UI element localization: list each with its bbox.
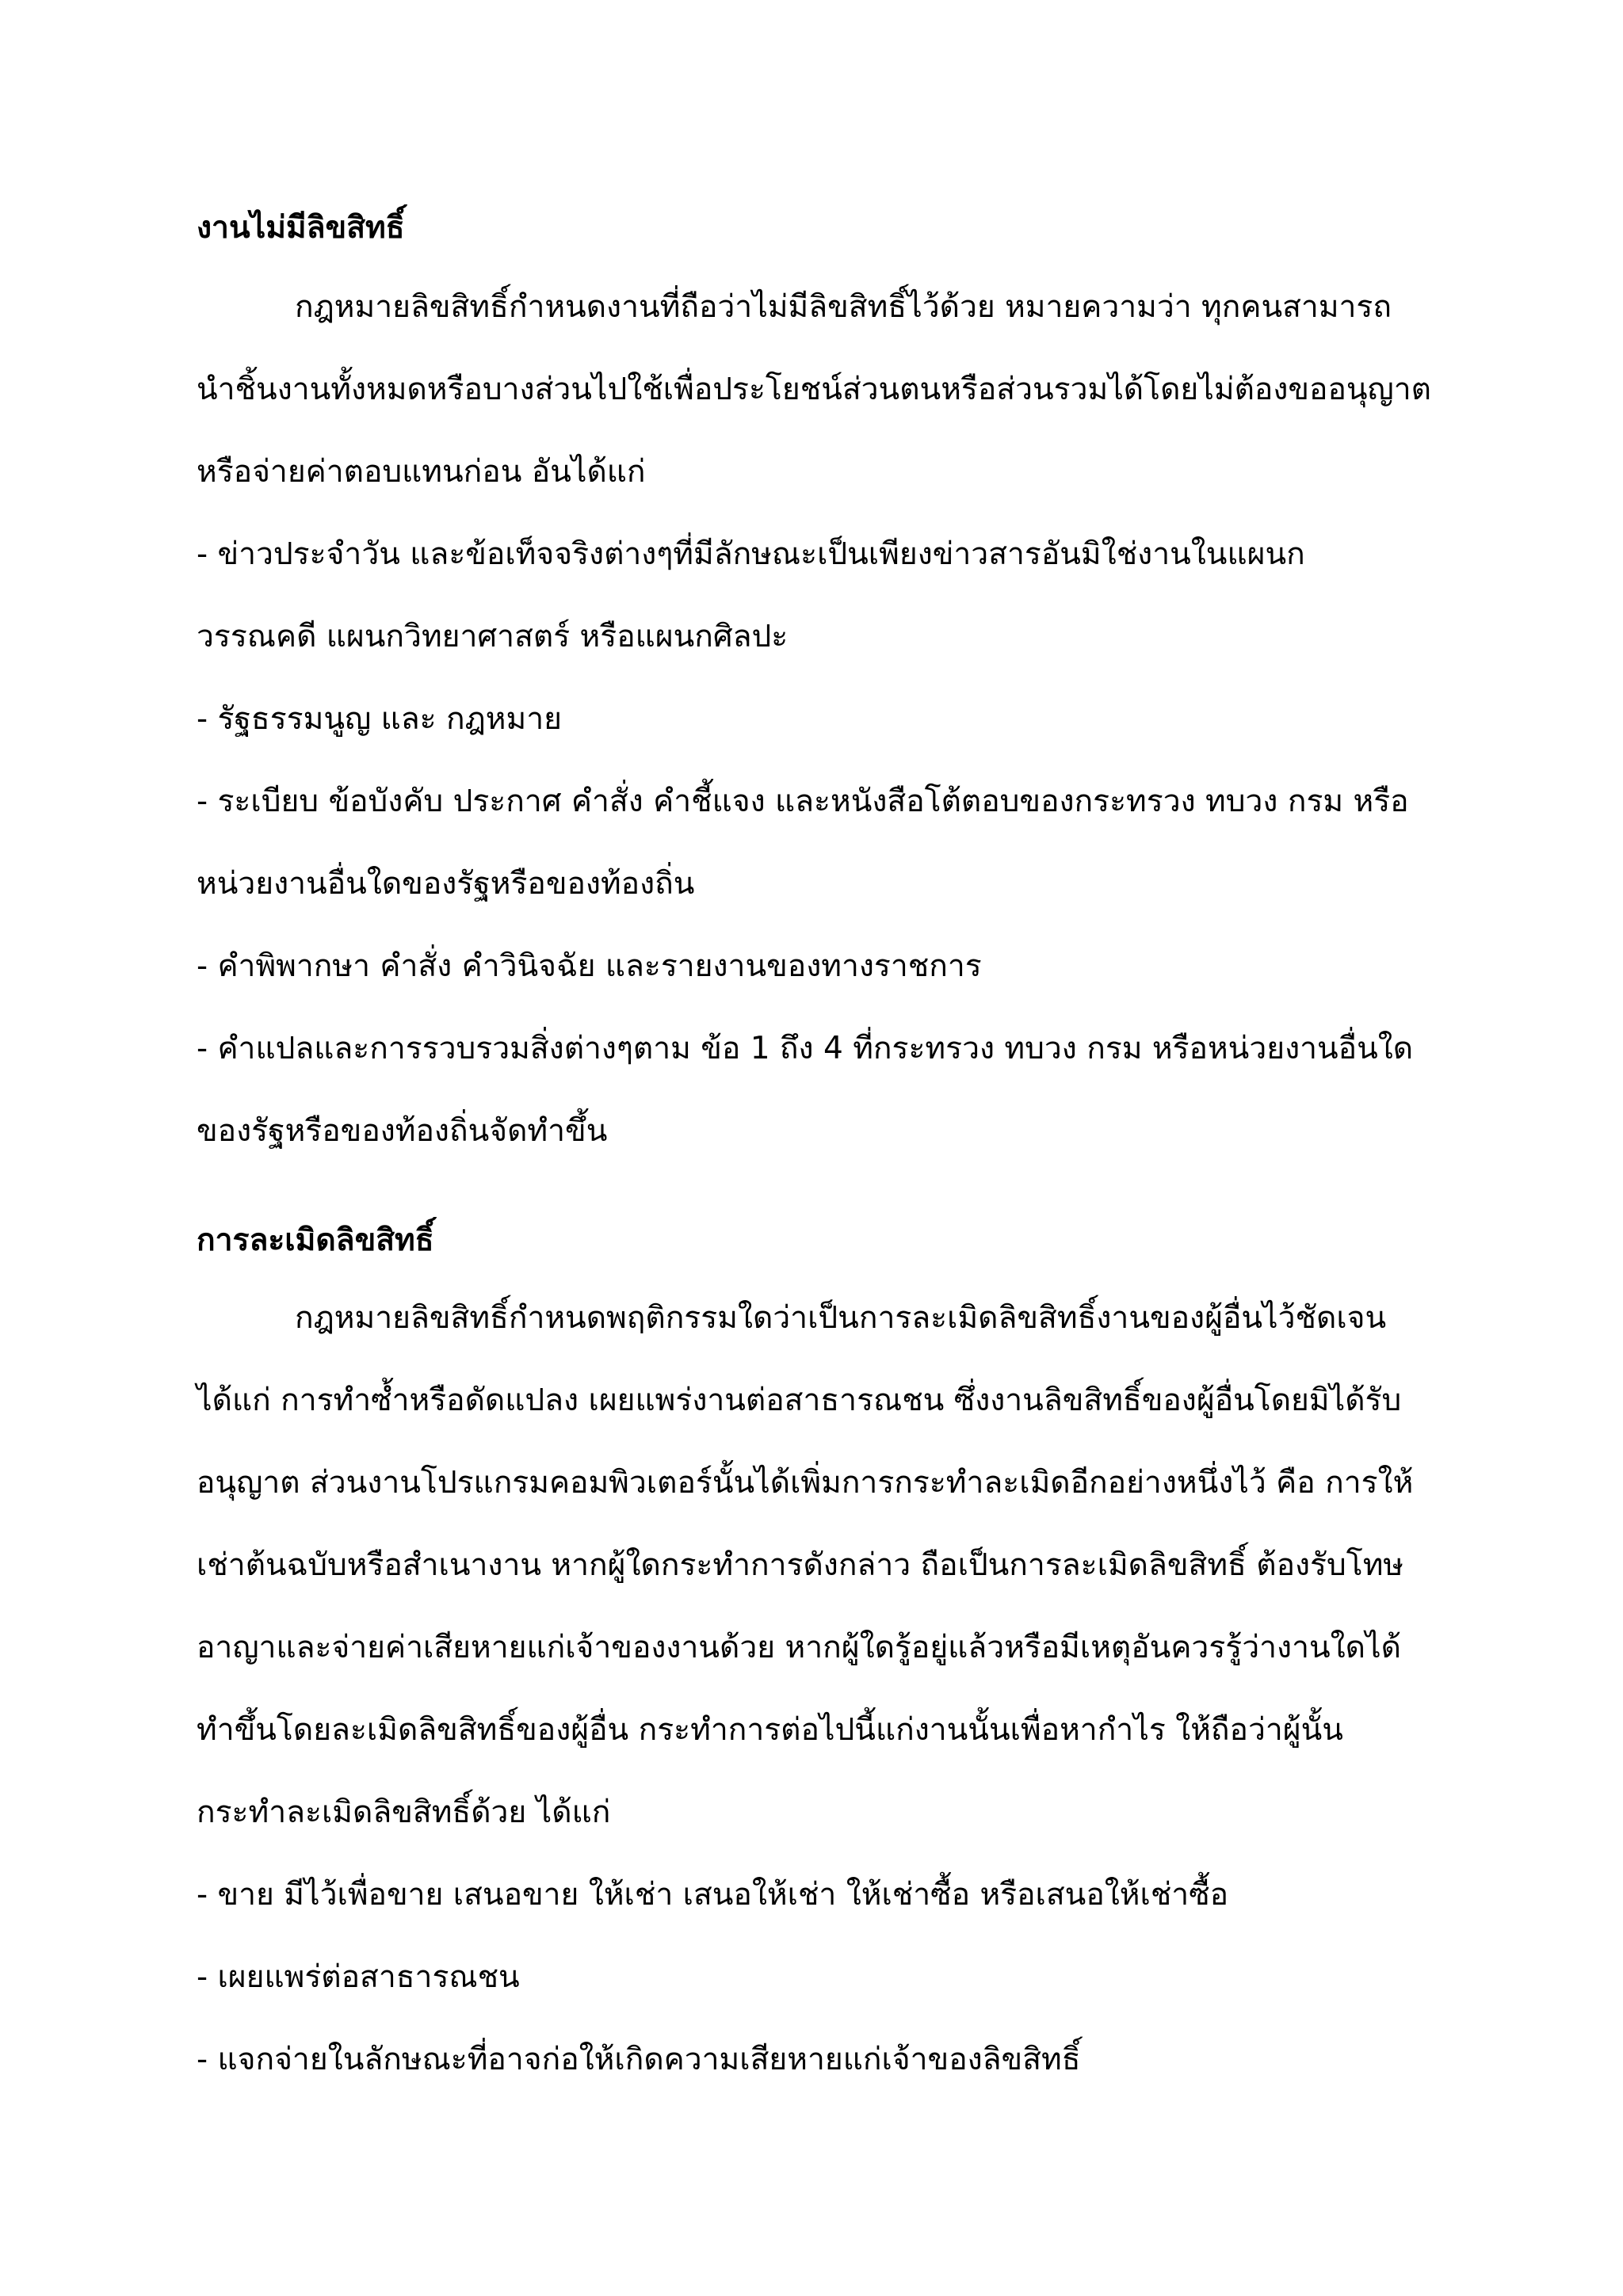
- section-heading-no-copyright: งานไม่มีลิขสิทธิ์: [197, 210, 405, 246]
- paragraph-line: เช่าต้นฉบับหรือสำเนางาน หากผู้ใดกระทำการดังกล่าว ถือเป็นการละเมิดลิขสิทธิ์ ต้องรับโทษ: [197, 1547, 1404, 1583]
- list-item: - เผยแพร่ต่อสาธารณชน: [197, 1959, 520, 1995]
- paragraph-line: กระทำละเมิดลิขสิทธิ์ด้วย ได้แก่: [197, 1794, 611, 1830]
- paragraph-line: อนุญาต ส่วนงานโปรแกรมคอมพิวเตอร์นั้นได้เพิ่มการกระทำละเมิดอีกอย่างหนึ่งไว้ คือ การให้: [197, 1465, 1414, 1501]
- paragraph-line: ได้แก่ การทำซ้ำหรือดัดแปลง เผยแพร่งานต่อสาธารณชน ซึ่งงานลิขสิทธิ์ของผู้อื่นโดยมิได้รับ: [197, 1383, 1402, 1418]
- paragraph-line: กฎหมายลิขสิทธิ์กำหนดพฤติกรรมใดว่าเป็นการละเมิดลิขสิทธิ์งานของผู้อื่นไว้ชัดเจน: [295, 1300, 1387, 1336]
- list-item-continuation: ของรัฐหรือของท้องถิ่นจัดทำขึ้น: [197, 1113, 608, 1149]
- list-item: - ขาย มีไว้เพื่อขาย เสนอขาย ให้เช่า เสนอให้เช่า ให้เช่าซื้อ หรือเสนอให้เช่าซื้อ: [197, 1877, 1229, 1913]
- section-body-infringement: [197, 1277, 1433, 2101]
- list-item: - ข่าวประจำวัน และข้อเท็จจริงต่างๆที่มีลักษณะเป็นเพียงข่าวสารอันมิใช่งานในแผนก: [197, 536, 1305, 572]
- paragraph-line: หรือจ่ายค่าตอบแทนก่อน อันได้แก่: [197, 454, 646, 490]
- list-item: - แจกจ่ายในลักษณะที่อาจก่อให้เกิดความเสียหายแก่เจ้าของลิขสิทธิ์: [197, 2042, 1081, 2077]
- section-heading-infringement: การละเมิดลิขสิทธิ์: [197, 1222, 434, 1258]
- list-item: - ระเบียบ ข้อบังคับ ประกาศ คำสั่ง คำชี้แจง และหนังสือโต้ตอบของกระทรวง ทบวง กรม หรือ: [197, 784, 1409, 819]
- list-item: - รัฐธรรมนูญ และ กฎหมาย: [197, 701, 562, 737]
- list-item-continuation: วรรณคดี แผนกวิทยาศาสตร์ หรือแผนกศิลปะ: [197, 619, 789, 654]
- paragraph-line: ทำขึ้นโดยละเมิดลิขสิทธิ์ของผู้อื่น กระทำการต่อไปนี้แก่งานนั้นเพื่อหากำไร ให้ถือว่าผู้นั้น: [197, 1712, 1343, 1748]
- paragraph-line: นำชิ้นงานทั้งหมดหรือบางส่วนไปใช้เพื่อประโยชน์ส่วนตนหรือส่วนรวมได้โดยไม่ต้องขออนุญาต: [197, 372, 1432, 407]
- paragraph-line: อาญาและจ่ายค่าเสียหายแก่เจ้าของงานด้วย หากผู้ใดรู้อยู่แล้วหรือมีเหตุอันควรรู้ว่างานใดได้: [197, 1630, 1401, 1665]
- section-body-no-copyright: [197, 266, 1433, 1173]
- list-item-continuation: หน่วยงานอื่นใดของรัฐหรือของท้องถิ่น: [197, 866, 695, 902]
- list-item: - คำแปลและการรวบรวมสิ่งต่างๆตาม ข้อ 1 ถึง 4 ที่กระทรวง ทบวง กรม หรือหน่วยงานอื่นใด: [197, 1031, 1414, 1066]
- list-item: - คำพิพากษา คำสั่ง คำวินิจฉัย และรายงานของทางราชการ: [197, 948, 982, 984]
- paragraph-line: กฎหมายลิขสิทธิ์กำหนดงานที่ถือว่าไม่มีลิขสิทธิ์ไว้ด้วย หมายความว่า ทุกคนสามารถ: [295, 289, 1392, 325]
